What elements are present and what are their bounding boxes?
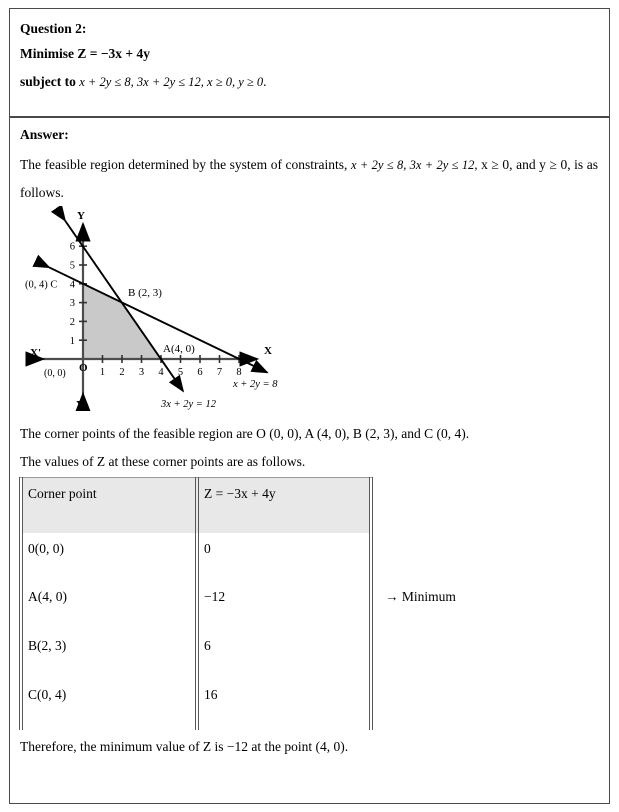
question-constraints: x + 2y ≤ 8, 3x + 2y ≤ 12, x ≥ 0, y ≥ 0: [79, 75, 264, 89]
svg-text:3: 3: [138, 367, 145, 378]
corner-points-sentence: The corner points of the feasible region are O (0, 0), A (4, 0), B (2, 3), and C (0, 4).: [20, 426, 470, 441]
question-period: .: [263, 74, 267, 89]
svg-text:5: 5: [177, 367, 184, 378]
table-header-z-value: Z = −3x + 4y: [204, 486, 276, 501]
svg-text:4: 4: [158, 367, 164, 378]
values-sentence: The values of Z at these corner points are as follows.: [20, 454, 306, 469]
svg-text:8: 8: [236, 367, 242, 378]
question-heading: Question 2:: [20, 21, 87, 36]
table-cell-z-0: 0: [204, 541, 211, 556]
point-label-B: B (2, 3): [128, 287, 162, 299]
svg-text:6: 6: [197, 367, 203, 378]
origin-coords-label: (0, 0): [44, 368, 66, 379]
line-equation-label-1: x + 2y = 8: [233, 379, 278, 390]
table-cell-z-A: −12: [204, 589, 226, 604]
point-label-C: (0, 4) C: [25, 279, 58, 291]
answer-intro-part2: x ≥ 0, and y ≥ 0, is as follows.: [20, 157, 598, 200]
y-axis-negative-label: Y': [76, 399, 87, 411]
table-top-border: [19, 477, 373, 478]
table-border-right-inner: [372, 477, 373, 730]
table-cell-z-B: 6: [204, 638, 211, 653]
x-axis-negative-label: X': [30, 347, 41, 359]
svg-text:2: 2: [119, 367, 125, 378]
answer-intro-math: x + 2y ≤ 8, 3x + 2y ≤ 12,: [350, 158, 478, 172]
line-equation-label-2: 3x + 2y = 12: [161, 399, 216, 410]
table-row: 0(0, 0): [28, 541, 64, 556]
answer-intro-part1: The feasible region determined by the system of constraints,: [20, 157, 348, 172]
svg-text:3: 3: [69, 298, 75, 309]
svg-text:1: 1: [69, 336, 75, 347]
origin-label: O: [79, 362, 88, 374]
table-border-right-outer: [369, 477, 370, 730]
answer-intro-paragraph: [20, 151, 598, 206]
feasible-region-graph: [15, 206, 315, 411]
table-border-mid-inner: [198, 477, 199, 730]
answer-panel: [9, 117, 610, 804]
svg-text:4: 4: [69, 279, 75, 291]
table-row: B(2, 3): [28, 638, 67, 653]
minimum-annotation: → Minimum: [385, 589, 456, 604]
y-axis-positive-label: Y: [77, 210, 85, 222]
table-border-left-inner: [22, 477, 23, 730]
table-border-mid-outer: [195, 477, 196, 730]
table-cell-z-C: 16: [204, 687, 218, 702]
question-objective: Minimise Z = −3x + 4y: [20, 46, 150, 61]
z-values-table: [19, 477, 456, 730]
conclusion-sentence: Therefore, the minimum value of Z is −12 at the point (4, 0).: [20, 739, 349, 754]
table-row: A(4, 0): [28, 589, 67, 604]
x-axis-positive-label: X: [264, 345, 272, 357]
subject-to-label: subject to: [20, 74, 76, 89]
table-header-corner-point: Corner point: [28, 486, 97, 501]
svg-text:7: 7: [216, 367, 223, 378]
svg-text:2: 2: [69, 317, 75, 328]
table-border-left-outer: [19, 477, 20, 730]
svg-text:6: 6: [69, 241, 75, 253]
svg-text:5: 5: [69, 260, 75, 272]
question-subject-to: [20, 74, 266, 90]
y-tick-labels: [70, 242, 76, 348]
svg-text:1: 1: [99, 367, 106, 378]
question-panel: [9, 8, 610, 117]
point-label-A: A(4, 0): [163, 343, 195, 355]
answer-heading: Answer:: [20, 127, 69, 142]
table-row: C(0, 4): [28, 687, 67, 702]
